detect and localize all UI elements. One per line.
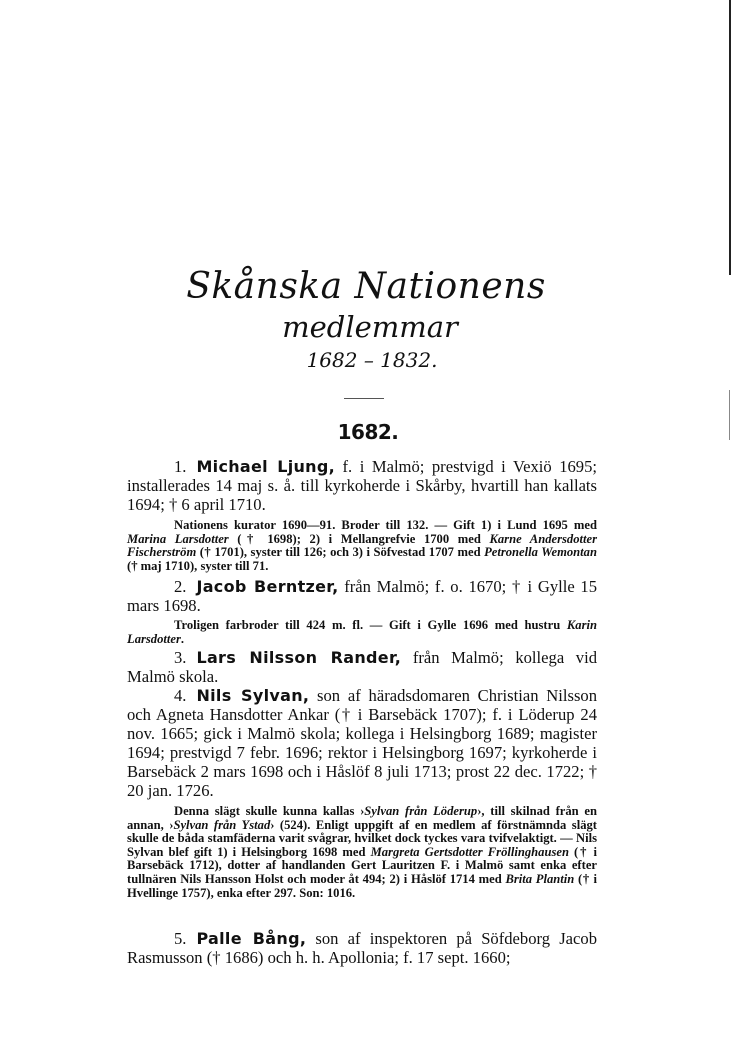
- entry-name: Michael Ljung,: [196, 457, 335, 476]
- entry-4: [127, 686, 597, 900]
- entry-text: [127, 577, 597, 615]
- note-text: († 1701), syster till 126; och 3) i Söfvestad 1707 med: [196, 545, 485, 560]
- note-text: .: [180, 631, 185, 646]
- entry-body: son af inspektoren på Söfdeborg Jacob Rasmusson († 1686) och h. h. Apollonia; f. 17 sept. 1660;: [127, 929, 597, 967]
- page-edge-line: [729, 0, 731, 275]
- entry-name: Jacob Berntzer,: [196, 577, 339, 596]
- entry-number: 5.: [174, 929, 187, 948]
- entry-body: f. i Malmö; prestvigd i Vexiö 1695; installerades 14 maj s. å. till kyrkoherde i Skårby, hvartill han kallats 1694; † 6 april 1710.: [127, 457, 597, 514]
- note-text: († i Barsebäck 1712), dotter af handlanden Gert Lauritzen F. i Malmö samt enka efter tullnären Nils Hansson Holst och moder åt 494; 2) i Håslöf 1714 med: [127, 844, 597, 886]
- note-person: Marina Larsdotter: [127, 531, 229, 546]
- entry-number: 1.: [174, 457, 187, 476]
- entry-number: 2.: [174, 577, 187, 596]
- note-person: Karin Larsdotter: [127, 618, 597, 646]
- book-date-range: 1682 – 1832.: [306, 348, 438, 372]
- entry-number: 4.: [174, 686, 187, 705]
- entry-1: [127, 457, 597, 573]
- entry-text: [127, 929, 597, 967]
- entry-text: [127, 648, 597, 686]
- book-title: Skånska Nationens: [186, 266, 546, 307]
- note-person: Petronella Wemontan: [484, 545, 597, 560]
- entry-body: son af häradsdomaren Christian Nilsson och Agneta Hansdotter Ankar († i Barsebäck 1707); f. i Löderup 24 nov. 1665; gick i Malmö skola; kollega i Helsingborg 1689; magister 1694; prestvigd 7 febr. 1696; rektor i Helsingborg 1697; kyrkoherde i Barsebäck 2 mars 1698 och i Håslöf 8 juli 1713; prost 22 dec. 1722; † 20 jan. 1726.: [127, 686, 597, 800]
- entry-body: från Malmö; kollega vid Malmö skola.: [127, 648, 598, 686]
- entry-5: [127, 929, 597, 967]
- note-person: Margreta Gertsdotter Fröllinghausen: [370, 844, 569, 859]
- note-text: ›, till skilnad från en annan, ›: [127, 804, 598, 832]
- note-text: › (524). Enligt uppgift af en medlem af förstnämnda slägt skulle de båda stamfäderna varit svågrar, hvilket dock tyckes vara tvifvelaktigt. — Nils Sylvan blef gift 1) i Helsingborg 1698 med: [127, 817, 597, 859]
- book-subtitle: medlemmar: [282, 310, 458, 344]
- note-text: Denna slägt skulle kunna kallas ›: [174, 804, 365, 818]
- entry-body: från Malmö; f. o. 1670; † i Gylle 15 mars 1698.: [127, 577, 598, 615]
- note-text: († 1698); 2) i Mellangrefvie 1700 med: [228, 531, 490, 546]
- entry-2: [127, 577, 597, 646]
- note-text: Nationens kurator 1690—91. Broder till 132. — Gift 1) i Lund 1695 med: [174, 518, 597, 532]
- year-heading: 1682.: [337, 420, 399, 444]
- title-separator: [344, 398, 384, 399]
- note-person: Brita Plantin: [505, 871, 575, 886]
- note-text: († maj 1710), syster till 71.: [127, 558, 269, 573]
- note-person: Karne Andersdotter Fischerström: [127, 531, 597, 560]
- entry-text: [127, 686, 597, 800]
- entry-name: Nils Sylvan,: [196, 686, 310, 705]
- entry-number: 3.: [174, 648, 187, 667]
- entry-3: [127, 648, 597, 686]
- note-text: († i Hvellinge 1757), enka efter 297. Son: 1016.: [127, 871, 597, 900]
- note-person: Sylvan från Ystad: [173, 817, 271, 832]
- entry-name: Palle Bång,: [196, 929, 307, 948]
- entry-name: Lars Nilsson Rander,: [196, 648, 402, 667]
- note-person: Sylvan från Löderup: [364, 804, 478, 818]
- entry-note: [127, 619, 597, 646]
- note-text: Troligen farbroder till 424 m. fl. — Gift i Gylle 1696 med hustru: [174, 618, 567, 632]
- entry-note: [127, 805, 597, 900]
- entry-note: [127, 519, 597, 573]
- entry-text: [127, 457, 597, 514]
